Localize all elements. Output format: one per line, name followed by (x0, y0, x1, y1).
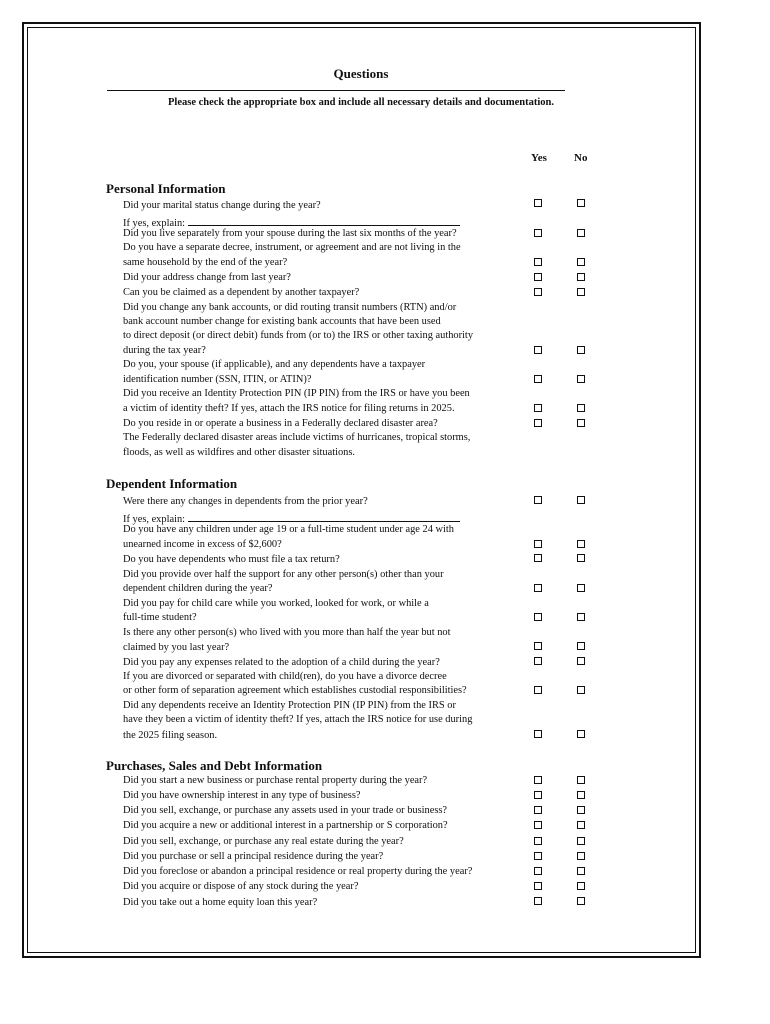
yes-checkbox[interactable] (534, 540, 542, 548)
question-line: Were there any changes in dependents from the prior year? (123, 496, 368, 507)
no-checkbox[interactable] (577, 657, 585, 665)
yes-checkbox[interactable] (534, 776, 542, 784)
question-line: The Federally declared disaster areas include victims of hurricanes, tropical storms, (123, 432, 471, 443)
yes-checkbox[interactable] (534, 686, 542, 694)
yes-checkbox[interactable] (534, 791, 542, 799)
question-line: Can you be claimed as a dependent by another taxpayer? (123, 287, 360, 298)
no-checkbox[interactable] (577, 554, 585, 562)
no-checkbox[interactable] (577, 882, 585, 890)
question-line: full-time student? (123, 612, 197, 623)
question-line: Did you start a new business or purchase rental property during the year? (123, 775, 428, 786)
question-line: same household by the end of the year? (123, 257, 288, 268)
section-heading-purchases: Purchases, Sales and Debt Information (106, 758, 323, 773)
question-line: Do you have any children under age 19 or a full-time student under age 24 with (123, 524, 454, 535)
no-checkbox[interactable] (577, 897, 585, 905)
no-checkbox[interactable] (577, 642, 585, 650)
question-line: Did you take out a home equity loan this year? (123, 897, 318, 908)
question-line: unearned income in excess of $2,600? (123, 539, 282, 550)
no-checkbox[interactable] (577, 686, 585, 694)
question-line: Did you have ownership interest in any type of business? (123, 790, 361, 801)
question-line: Did your address change from last year? (123, 272, 291, 283)
yes-checkbox[interactable] (534, 419, 542, 427)
section-heading-dependent: Dependent Information (106, 476, 238, 491)
no-checkbox[interactable] (577, 258, 585, 266)
no-checkbox[interactable] (577, 540, 585, 548)
question-line (123, 214, 460, 229)
no-checkbox[interactable] (577, 346, 585, 354)
question-line: Did you foreclose or abandon a principal residence or real property during the year? (123, 866, 473, 877)
no-checkbox[interactable] (577, 791, 585, 799)
yes-checkbox[interactable] (534, 273, 542, 281)
question-line: identification number (SSN, ITIN, or ATIN)? (123, 374, 312, 385)
yes-checkbox[interactable] (534, 346, 542, 354)
no-checkbox[interactable] (577, 375, 585, 383)
yes-checkbox[interactable] (534, 584, 542, 592)
question-line: Did you sell, exchange, or purchase any assets used in your trade or business? (123, 805, 448, 816)
no-checkbox[interactable] (577, 613, 585, 621)
yes-checkbox[interactable] (534, 730, 542, 738)
yes-checkbox[interactable] (534, 258, 542, 266)
no-checkbox[interactable] (577, 584, 585, 592)
question-line: Do you have dependents who must file a tax return? (123, 554, 340, 565)
question-line: Do you reside in or operate a business in a Federally declared disaster area? (123, 418, 438, 429)
no-checkbox[interactable] (577, 229, 585, 237)
question-line: to direct deposit (or direct debit) funds from (or to) the IRS or other taxing authority (123, 330, 474, 341)
question-line: Is there any other person(s) who lived with you more than half the year but not (123, 627, 451, 638)
section-heading-personal: Personal Information (106, 181, 226, 196)
question-line: Do you have a separate decree, instrument, or agreement and are not living in the (123, 242, 461, 253)
question-line: bank account number change for existing bank accounts that have been used (123, 316, 441, 327)
question-line: Did you acquire a new or additional interest in a partnership or S corporation? (123, 820, 448, 831)
yes-checkbox[interactable] (534, 229, 542, 237)
no-checkbox[interactable] (577, 806, 585, 814)
yes-checkbox[interactable] (534, 897, 542, 905)
no-checkbox[interactable] (577, 776, 585, 784)
question-line: during the tax year? (123, 345, 206, 356)
question-line: Did your marital status change during the year? (123, 200, 321, 211)
question-line: Did you change any bank accounts, or did routing transit numbers (RTN) and/or (123, 302, 457, 313)
question-line: Did you sell, exchange, or purchase any real estate during the year? (123, 836, 404, 847)
yes-checkbox[interactable] (534, 375, 542, 383)
explain-label: If yes, explain: (123, 514, 186, 525)
no-checkbox[interactable] (577, 730, 585, 738)
instructions-text: Please check the appropriate box and include all necessary details and documentation. (168, 97, 554, 108)
yes-checkbox[interactable] (534, 806, 542, 814)
yes-column-header: Yes (531, 152, 547, 164)
page-title: Questions (333, 66, 389, 81)
no-checkbox[interactable] (577, 288, 585, 296)
no-checkbox[interactable] (577, 837, 585, 845)
no-checkbox[interactable] (577, 419, 585, 427)
explain-input-line[interactable] (188, 510, 460, 522)
question-line: Do you, your spouse (if applicable), and any dependents have a taxpayer (123, 359, 426, 370)
yes-checkbox[interactable] (534, 288, 542, 296)
question-line: floods, as well as wildfires and other disaster situations. (123, 447, 356, 458)
question-line: Did you live separately from your spouse during the last six months of the year? (123, 228, 457, 239)
question-line: Did you receive an Identity Protection PIN (IP PIN) from the IRS or have you been (123, 388, 470, 399)
no-checkbox[interactable] (577, 821, 585, 829)
question-line (123, 510, 460, 525)
yes-checkbox[interactable] (534, 882, 542, 890)
no-column-header: No (574, 152, 588, 164)
question-line: or other form of separation agreement which establishes custodial responsibilities? (123, 685, 467, 696)
question-line: claimed by you last year? (123, 642, 230, 653)
question-line: Did you pay any expenses related to the adoption of a child during the year? (123, 657, 440, 668)
question-line: Did you pay for child care while you worked, looked for work, or while a (123, 598, 429, 609)
yes-checkbox[interactable] (534, 821, 542, 829)
explain-input-line[interactable] (188, 214, 460, 226)
yes-checkbox[interactable] (534, 199, 542, 207)
explain-label: If yes, explain: (123, 218, 186, 229)
question-line: the 2025 filing season. (123, 730, 218, 741)
question-line: Did you provide over half the support for any other person(s) other than your (123, 569, 444, 580)
no-checkbox[interactable] (577, 199, 585, 207)
yes-checkbox[interactable] (534, 642, 542, 650)
yes-checkbox[interactable] (534, 613, 542, 621)
yes-checkbox[interactable] (534, 852, 542, 860)
yes-checkbox[interactable] (534, 554, 542, 562)
no-checkbox[interactable] (577, 867, 585, 875)
question-line: dependent children during the year? (123, 583, 273, 594)
question-line: If you are divorced or separated with child(ren), do you have a divorce decree (123, 671, 447, 682)
no-checkbox[interactable] (577, 273, 585, 281)
no-checkbox[interactable] (577, 852, 585, 860)
yes-checkbox[interactable] (534, 657, 542, 665)
yes-checkbox[interactable] (534, 496, 542, 504)
question-line: a victim of identity theft? If yes, attach the IRS notice for filing returns in 2025. (123, 403, 455, 414)
question-line: Did any dependents receive an Identity Protection PIN (IP PIN) from the IRS or (123, 700, 456, 711)
question-line: Did you purchase or sell a principal residence during the year? (123, 851, 384, 862)
no-checkbox[interactable] (577, 404, 585, 412)
no-checkbox[interactable] (577, 496, 585, 504)
yes-checkbox[interactable] (534, 867, 542, 875)
question-line: have they been a victim of identity theft? If yes, attach the IRS notice for use during (123, 714, 473, 725)
question-line: Did you acquire or dispose of any stock during the year? (123, 881, 359, 892)
yes-checkbox[interactable] (534, 404, 542, 412)
title-rule (107, 90, 565, 91)
yes-checkbox[interactable] (534, 837, 542, 845)
